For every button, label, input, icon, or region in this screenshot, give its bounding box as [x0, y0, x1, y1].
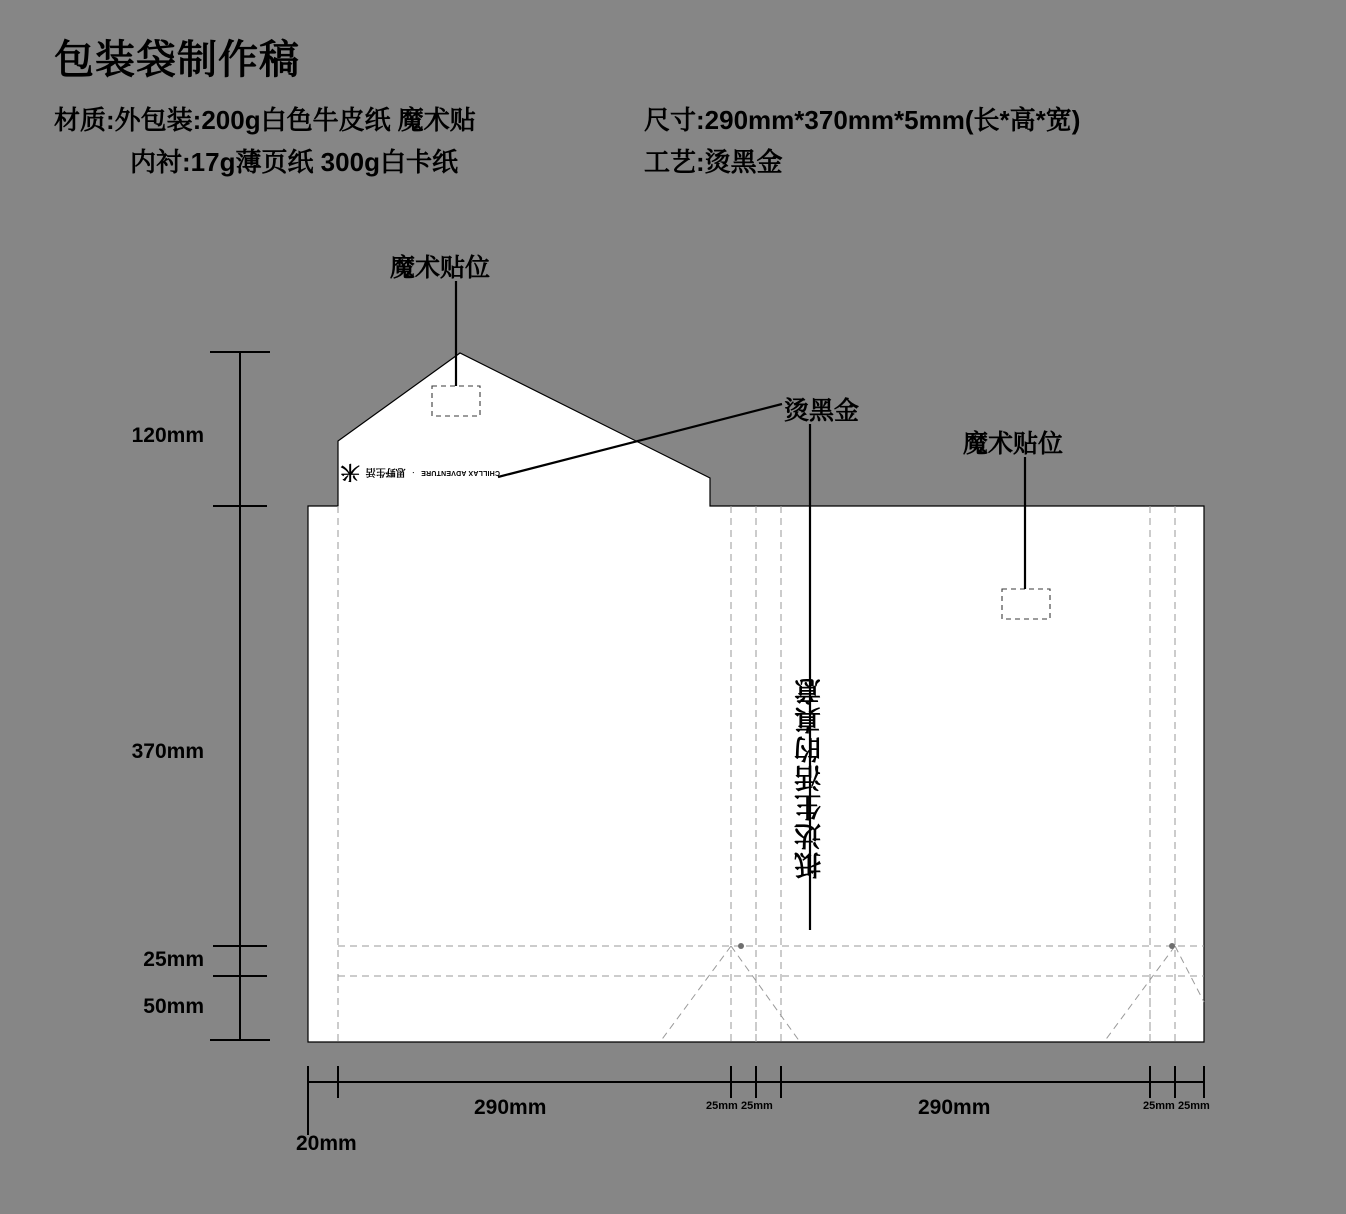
- dimension-label-panel-back: 290mm: [918, 1096, 991, 1119]
- brand-english-text: CHILLAX ADVENTURE: [421, 469, 500, 477]
- spec-size-line: 尺寸:290mm*370mm*5mm(长*高*宽): [644, 105, 1081, 135]
- dimension-label-fold-50: 50mm: [143, 995, 204, 1018]
- dimension-label-body-height: 370mm: [131, 740, 204, 763]
- dimension-label-gusset-4: 25mm: [1178, 1100, 1210, 1112]
- slogan-text: 抵达生活的真意: [795, 676, 825, 879]
- page-title: 包装袋制作稿: [54, 38, 300, 82]
- dimension-label-gusset-1: 25mm: [706, 1100, 738, 1112]
- dimension-label-gusset-2: 25mm: [741, 1100, 773, 1112]
- spec-craft-line: 工艺:烫黑金: [644, 147, 783, 177]
- dimension-label-depth: 20mm: [296, 1132, 357, 1155]
- spec-material-line-1: 材质:外包装:200g白色牛皮纸 魔术贴: [54, 105, 476, 135]
- dimension-label-gusset-3: 25mm: [1143, 1100, 1175, 1112]
- callout-label-velcro-right: 魔术贴位: [963, 430, 1064, 458]
- brand-separator-dot: ·: [411, 467, 416, 478]
- brand-mark: [340, 458, 500, 486]
- fold-node: [1169, 943, 1175, 949]
- dimension-label-panel-front: 290mm: [474, 1096, 547, 1119]
- dimension-label-fold-25: 25mm: [143, 948, 204, 971]
- brand-chinese-text: 思野生活: [365, 466, 406, 478]
- callout-label-velcro-top: 魔术贴位: [390, 254, 491, 282]
- spec-material-line-2: 内衬:17g薄页纸 300g白卡纸: [130, 147, 458, 177]
- fold-node: [738, 943, 744, 949]
- brand-logo-glyph: 米: [340, 461, 360, 483]
- left-dimension-rule: [210, 352, 270, 1040]
- dimension-label-flap-height: 120mm: [131, 424, 204, 447]
- callout-label-foil: 烫黑金: [784, 397, 860, 425]
